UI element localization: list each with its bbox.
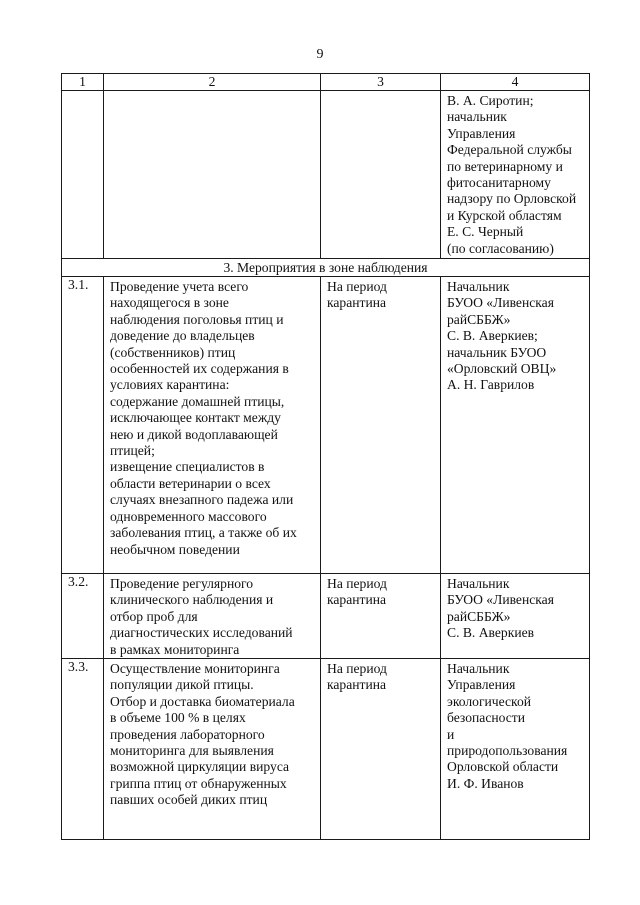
continuation-row: [62, 91, 590, 259]
column-number-3: 3: [321, 74, 441, 91]
text-line: На период: [327, 576, 387, 591]
text-line: диагностических исследований: [110, 625, 293, 641]
text-line: Отбор и доставка биоматериала: [110, 693, 295, 709]
text-line: содержание домашней птицы,: [110, 393, 285, 409]
cell-term: [321, 277, 441, 574]
text-line: клинического наблюдения и: [110, 592, 274, 608]
text-line: (собственников) птиц: [110, 344, 236, 360]
text-line: павших особей диких птиц: [110, 792, 268, 808]
text-line: Начальник: [447, 576, 510, 591]
term-lines: [327, 574, 436, 609]
text-line: БУОО «Ливенская: [447, 592, 554, 608]
column-number-2: 2: [104, 74, 321, 91]
text-line: С. В. Аверкиев;: [447, 328, 538, 344]
text-line: Управления: [447, 677, 516, 693]
text-line: природопользования: [447, 743, 568, 759]
text-line: Проведение регулярного: [110, 576, 254, 591]
text-line: карантина: [327, 677, 387, 693]
cell-measure: [104, 659, 321, 840]
text-line: особенностей их содержания в: [110, 361, 289, 377]
text-line: Начальник: [447, 279, 510, 294]
text-line: проведения лабораторного: [110, 726, 265, 742]
text-line: в рамках мониторинга: [110, 641, 240, 657]
text-line: доведение до владельцев: [110, 328, 255, 344]
text-line: фитосанитарному: [447, 175, 551, 191]
section-heading-row: [62, 259, 590, 277]
table-header-row: [62, 74, 590, 91]
table-row: [62, 574, 590, 659]
text-line: мониторинга для выявления: [110, 743, 274, 759]
text-line: экологической: [447, 693, 532, 709]
text-line: возможной циркуляции вируса: [110, 759, 290, 775]
text-line: и Курской областям: [447, 207, 562, 223]
measure-lines: [110, 659, 316, 809]
text-line: и: [447, 726, 455, 742]
text-line: карантина: [327, 592, 387, 608]
cell-responsible: [441, 574, 590, 659]
text-line: начальник: [447, 109, 507, 125]
page-number: 9: [316, 47, 324, 62]
text-line: безопасности: [447, 710, 526, 726]
term-lines: [327, 659, 436, 694]
text-line: Управления: [447, 125, 516, 141]
text-line: в объеме 100 % в целях: [110, 710, 246, 726]
table-row: [62, 277, 590, 574]
responsible-lines: [447, 659, 585, 792]
cell-term: [321, 91, 441, 259]
cell-responsible: [441, 277, 590, 574]
text-line: находящегося в зоне: [110, 295, 229, 311]
row-number: 3.2.: [62, 574, 104, 659]
row-number: 3.3.: [62, 659, 104, 840]
text-line: наблюдения поголовья птиц и: [110, 311, 284, 327]
text-line: начальник БУОО: [447, 344, 547, 360]
text-line: В. А. Сиротин;: [447, 93, 534, 108]
cell-term: [321, 574, 441, 659]
text-line: одновременного массового: [110, 508, 267, 524]
text-line: Орловской области: [447, 759, 559, 775]
cell-measure: [104, 277, 321, 574]
text-line: А. Н. Гаврилов: [447, 377, 535, 393]
measure-lines: [110, 277, 316, 558]
text-line: надзору по Орловской: [447, 191, 577, 207]
cell-measure: [104, 91, 321, 259]
text-line: Федеральной службы: [447, 142, 572, 158]
text-line: карантина: [327, 295, 387, 311]
text-line: райСББЖ»: [447, 311, 511, 327]
column-number-1: 1: [62, 74, 104, 91]
text-line: заболевания птиц, а также об их: [110, 525, 297, 541]
text-line: Осуществление мониторинга: [110, 661, 280, 677]
text-line: необычном поведении: [110, 541, 240, 557]
term-lines: [327, 277, 436, 312]
text-line: Проведение учета всего: [110, 279, 249, 294]
text-line: На период: [327, 661, 387, 677]
measures-table: [61, 73, 590, 840]
text-line: извещение специалистов в: [110, 459, 265, 475]
measure-lines: [110, 574, 316, 658]
text-line: птицей;: [110, 443, 155, 459]
cell-term: [321, 659, 441, 840]
section-title: 3. Мероприятия в зоне наблюдения: [62, 259, 590, 277]
cell-responsible: [441, 659, 590, 840]
cell-measure: [104, 574, 321, 659]
text-line: Е. С. Черный: [447, 224, 524, 240]
text-line: случаях внезапного падежа или: [110, 492, 294, 508]
text-line: Начальник: [447, 661, 510, 677]
cell-num: [62, 91, 104, 259]
text-line: На период: [327, 279, 387, 294]
text-line: «Орловский ОВЦ»: [447, 361, 557, 377]
text-line: по ветеринарному и: [447, 158, 563, 174]
text-line: И. Ф. Иванов: [447, 775, 524, 791]
text-line: условиях карантина:: [110, 377, 230, 393]
text-line: райСББЖ»: [447, 608, 511, 624]
text-line: нею и дикой водоплавающей: [110, 426, 278, 442]
text-line: отбор проб для: [110, 608, 198, 624]
table-row: [62, 659, 590, 840]
text-line: БУОО «Ливенская: [447, 295, 554, 311]
text-line: области ветеринарии о всех: [110, 475, 271, 491]
responsible-lines: [447, 277, 585, 394]
responsible-lines: [447, 91, 585, 257]
text-line: (по согласованию): [447, 240, 554, 256]
text-line: С. В. Аверкиев: [447, 625, 535, 641]
responsible-lines: [447, 574, 585, 642]
row-number: 3.1.: [62, 277, 104, 574]
cell-responsible: [441, 91, 590, 259]
text-line: популяции дикой птицы.: [110, 677, 254, 693]
text-line: исключающее контакт между: [110, 410, 281, 426]
text-line: гриппа птиц от обнаруженных: [110, 775, 287, 791]
column-number-4: 4: [441, 74, 590, 91]
